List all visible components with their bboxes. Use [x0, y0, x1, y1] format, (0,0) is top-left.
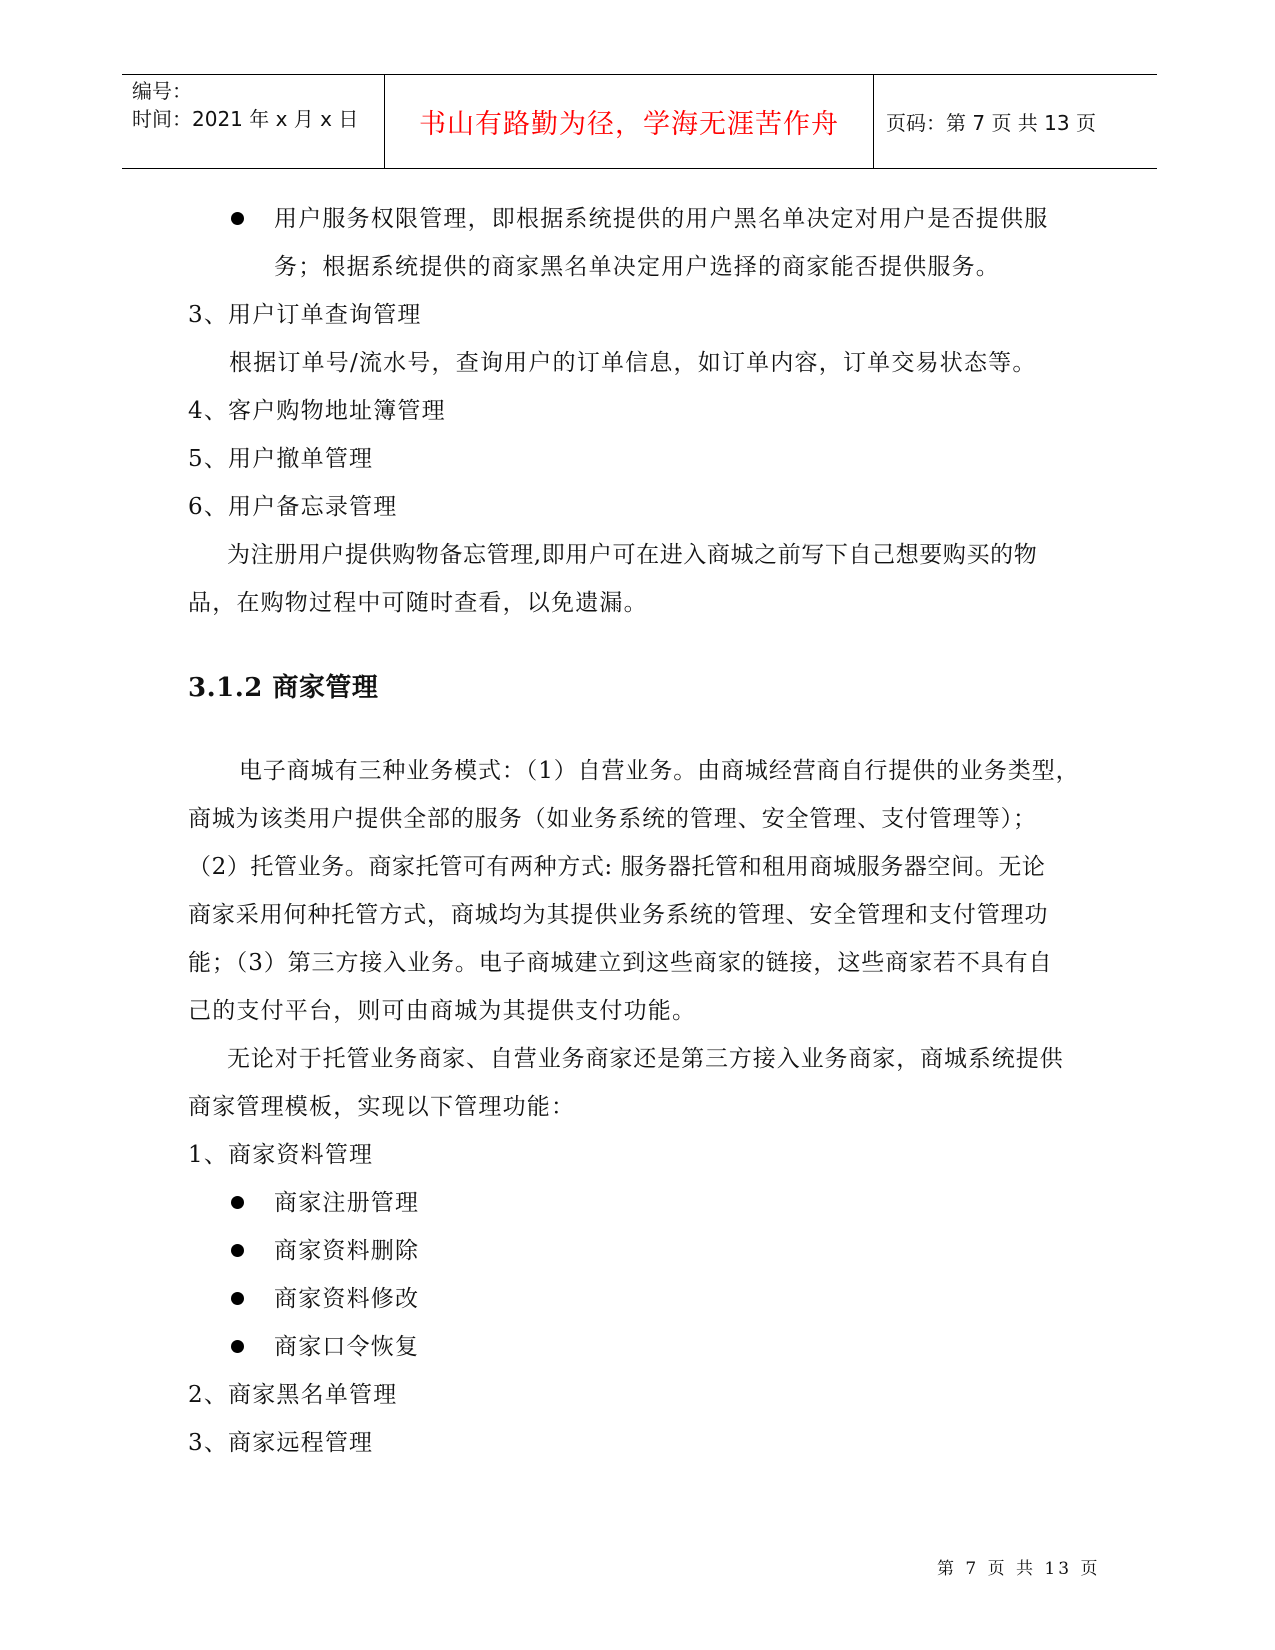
- bullet-item: 商家注册管理: [274, 1190, 420, 1216]
- header-time-label: 时间：2021 年 x 月 x 日: [132, 107, 359, 131]
- list-item: 3、用户订单查询管理: [188, 302, 422, 328]
- page-footer: 第 7 页 共 13 页: [937, 1559, 1101, 1579]
- paragraph-line: 为注册用户提供购物备忘管理,即用户可在进入商城之前写下自己想要购买的物: [227, 542, 1038, 568]
- paragraph-line: 品，在购物过程中可随时查看，以免遗漏。: [188, 590, 648, 616]
- bullet-text-line: 用户服务权限管理，即根据系统提供的用户黑名单决定对用户是否提供服: [274, 206, 1049, 232]
- header-number-label: 编号：: [132, 79, 192, 103]
- bullet-icon: [231, 1196, 244, 1209]
- paragraph-line: 商家管理模板，实现以下管理功能：: [188, 1094, 576, 1120]
- list-item: 2、商家黑名单管理: [188, 1382, 398, 1408]
- page-header: [122, 74, 1157, 169]
- bullet-item: 商家口令恢复: [274, 1334, 420, 1360]
- paragraph-line: 无论对于托管业务商家、自营业务商家还是第三方接入业务商家，商城系统提供: [227, 1046, 1064, 1072]
- bullet-icon: [231, 212, 244, 225]
- list-item: 4、客户购物地址簿管理: [188, 398, 446, 424]
- list-item: 6、用户备忘录管理: [188, 494, 398, 520]
- bullet-icon: [231, 1292, 244, 1305]
- bullet-icon: [231, 1244, 244, 1257]
- paragraph-line: 能；（3）第三方接入业务。电子商城建立到这些商家的链接，这些商家若不具有自: [188, 950, 1053, 976]
- header-meta: [122, 75, 385, 168]
- paragraph-line: 根据订单号/流水号，查询用户的订单信息，如订单内容，订单交易状态等。: [229, 350, 1037, 376]
- bullet-item: 商家资料删除: [274, 1238, 420, 1264]
- paragraph-line: 商城为该类用户提供全部的服务（如业务系统的管理、安全管理、支付管理等）；: [188, 806, 1037, 832]
- list-item: 1、商家资料管理: [188, 1142, 374, 1168]
- paragraph-line: （2）托管业务。商家托管可有两种方式: 服务器托管和租用商城服务器空间。无论: [188, 854, 1046, 880]
- paragraph-line: 电子商城有三种业务模式：（1）自营业务。由商城经营商自行提供的业务类型，: [239, 758, 1080, 784]
- paragraph-line: 己的支付平台，则可由商城为其提供支付功能。: [188, 998, 697, 1024]
- header-page-label: 页码：第 7 页 共 13 页: [886, 111, 1096, 135]
- bullet-text-line: 务；根据系统提供的商家黑名单决定用户选择的商家能否提供服务。: [274, 254, 1000, 280]
- bullet-icon: [231, 1340, 244, 1353]
- bullet-item: 商家资料修改: [274, 1286, 420, 1312]
- list-item: 3、商家远程管理: [188, 1430, 374, 1456]
- paragraph-line: 商家采用何种托管方式，商城均为其提供业务系统的管理、安全管理和支付管理功: [188, 902, 1049, 928]
- section-heading: 3.1.2 商家管理: [188, 673, 379, 703]
- list-item: 5、用户撤单管理: [188, 446, 374, 472]
- header-motto: 书山有路勤为径，学海无涯苦作舟: [385, 75, 874, 168]
